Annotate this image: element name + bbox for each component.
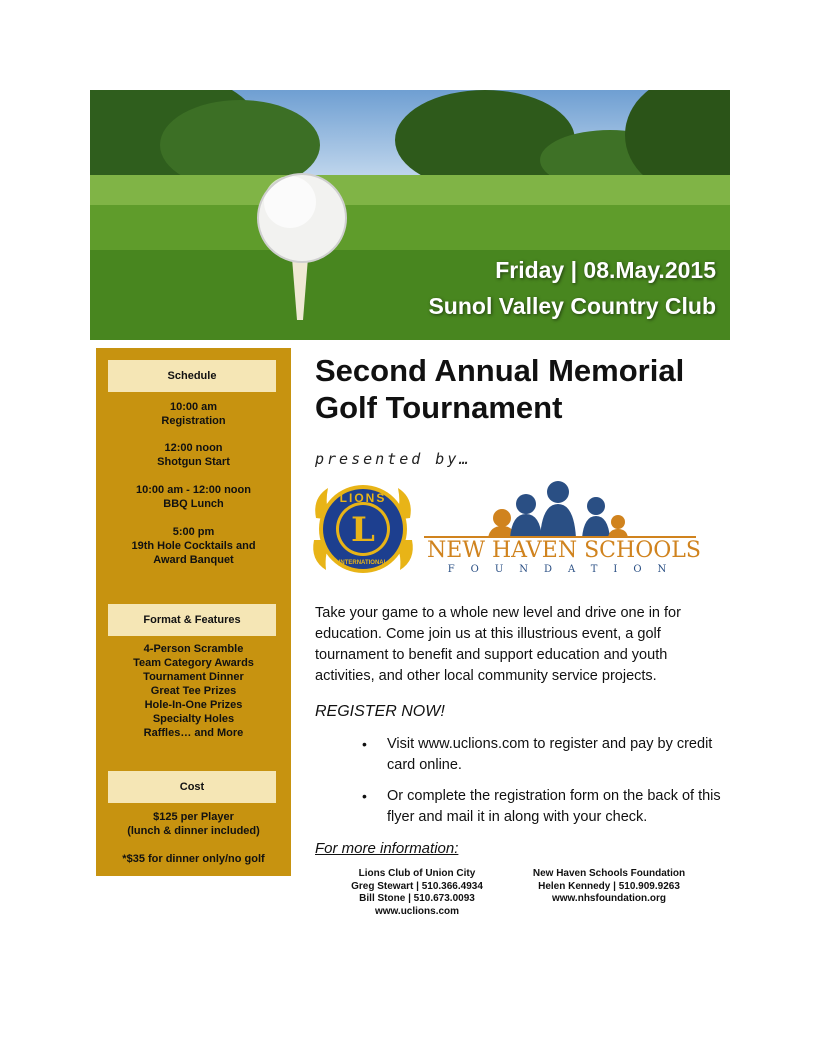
cost-price: $125 per Player: [153, 811, 234, 823]
cost-heading: Cost: [108, 771, 276, 803]
nhs-logo-foundation: FOUNDATION: [447, 564, 683, 575]
contact-org: Lions Club of Union City: [358, 868, 476, 879]
more-info-heading: For more information:: [315, 840, 459, 857]
register-heading: REGISTER NOW!: [315, 703, 445, 720]
contact-person: Greg Stewart | 510.366.4934: [351, 880, 483, 892]
schedule-event: Award Banquet: [153, 554, 234, 566]
contact-person: Helen Kennedy | 510.909.9263: [538, 880, 680, 892]
contact-lions: [322, 868, 512, 918]
schedule-item: [96, 400, 291, 428]
feature-item: Raffles… and More: [143, 727, 244, 739]
schedule-event: Shotgun Start: [157, 456, 230, 468]
feature-item: Great Tee Prizes: [150, 685, 237, 697]
lions-club-logo: [310, 478, 416, 580]
schedule-time: 5:00 pm: [172, 526, 215, 538]
event-venue: Sunol Valley Country Club: [428, 293, 716, 319]
nhs-figures-icon: [418, 478, 708, 538]
contact-website: www.uclions.com: [374, 905, 460, 917]
page-title: [315, 352, 735, 426]
contact-nhs: [514, 868, 704, 906]
schedule-heading: Schedule: [108, 360, 276, 392]
cost-note: (lunch & dinner included): [127, 825, 260, 837]
schedule-time: 10:00 am: [169, 401, 218, 413]
schedule-event: Registration: [161, 415, 226, 427]
nhs-foundation-logo: [418, 478, 708, 578]
title-line: Second Annual Memorial: [315, 353, 685, 388]
schedule-item: [96, 483, 291, 511]
features-list: [96, 642, 291, 740]
schedule-event: 19th Hole Cocktails and: [131, 540, 256, 552]
feature-item: Tournament Dinner: [143, 671, 244, 683]
lions-logo-text: LIONS: [339, 491, 387, 505]
contact-person: Bill Stone | 510.673.0093: [359, 893, 475, 904]
title-line: Golf Tournament: [315, 390, 563, 425]
list-item: • Visit www.uclions.com to register and pay by credit card online.: [362, 734, 722, 776]
cost-dinner-only: *$35 for dinner only/no golf: [122, 853, 265, 865]
schedule-item: [96, 525, 291, 567]
cost-details: [96, 810, 291, 838]
schedule-event: BBQ Lunch: [163, 498, 224, 510]
feature-item: Team Category Awards: [133, 657, 254, 669]
event-date: Friday | 08.May.2015: [495, 257, 716, 283]
presented-by: presented by…: [315, 450, 472, 468]
event-description: Take your game to a whole new level and drive one in for education. Come join us at this illustrious event, a golf tournament to benefit and support education and youth activities, and other local community service projects.: [315, 605, 681, 684]
info-sidebar: [96, 348, 291, 876]
schedule-time: 10:00 am - 12:00 noon: [136, 484, 251, 496]
list-item: • Or complete the registration form on the back of this flyer and mail it in along with your check.: [362, 786, 722, 828]
feature-item: Specialty Holes: [152, 713, 235, 725]
features-heading: Format & Features: [108, 604, 276, 636]
nhs-logo-name: NEW HAVEN SCHOOLS: [427, 538, 701, 563]
contact-org: New Haven Schools Foundation: [532, 868, 686, 879]
feature-item: 4-Person Scramble: [143, 643, 244, 655]
contact-website: www.nhsfoundation.org: [551, 893, 667, 904]
feature-item: Hole-In-One Prizes: [144, 699, 243, 711]
registration-options: [362, 734, 722, 838]
hero-banner: [90, 90, 730, 340]
schedule-time: 12:00 noon: [164, 442, 223, 454]
schedule-item: [96, 441, 291, 469]
lions-logo-letter: L: [351, 510, 375, 550]
lions-logo-bottom-text: INTERNATIONAL: [338, 560, 388, 566]
